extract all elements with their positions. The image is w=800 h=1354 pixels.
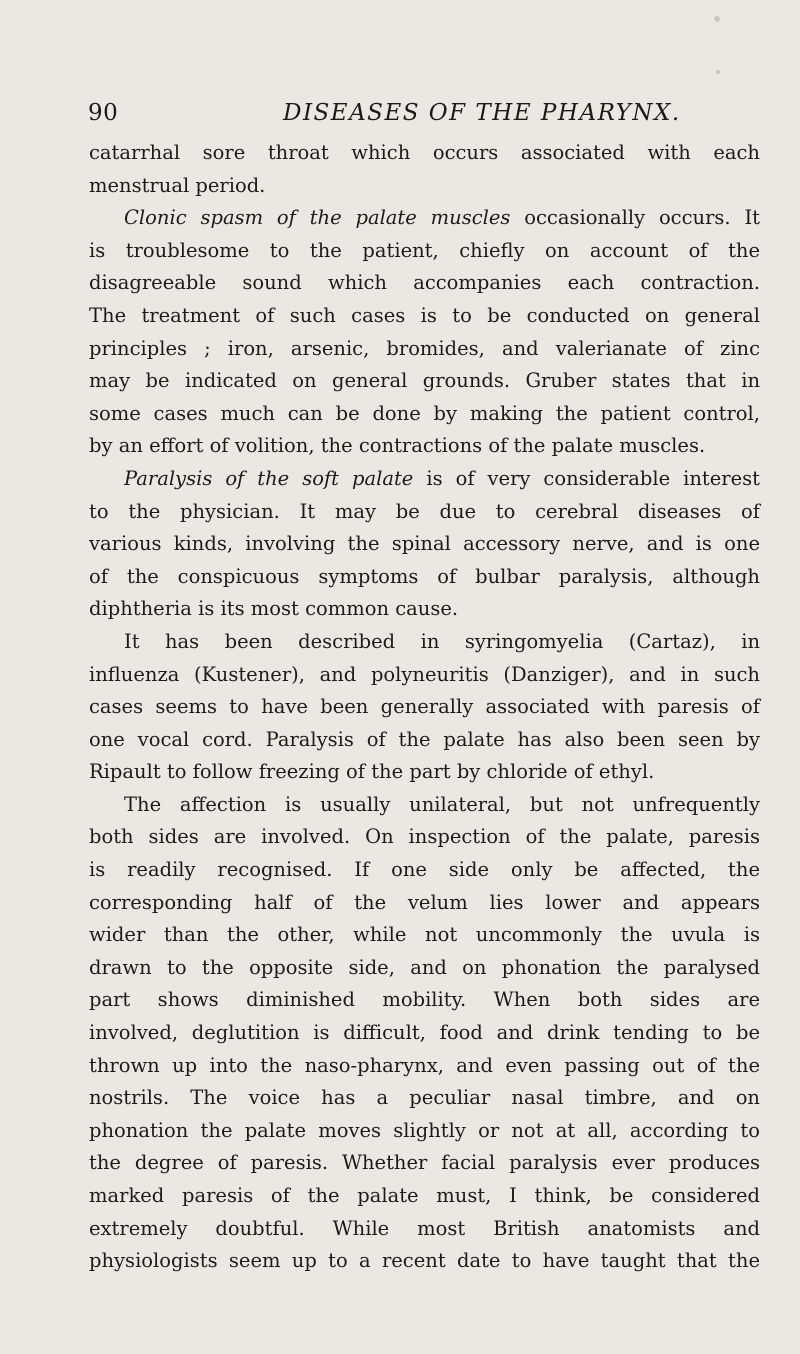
text-line: [89, 854, 760, 887]
text-line: [89, 1017, 760, 1050]
running-head: [88, 100, 768, 136]
text-line: [89, 170, 760, 203]
text-line: [89, 952, 760, 985]
line-text: disagreeable sound which accompanies each contraction.: [89, 271, 760, 295]
line-text: thrown up into the naso-pharynx, and even passing out of the: [89, 1053, 760, 1077]
line-text: nostrils. The voice has a peculiar nasal timbre, and on: [89, 1086, 760, 1110]
italic-heading: Clonic spasm of the palate muscles: [124, 206, 511, 230]
text-line: [89, 626, 760, 659]
line-text: The affection is usually unilateral, but not unfrequently: [124, 792, 760, 816]
text-line: [89, 1050, 760, 1083]
line-text: marked paresis of the palate must, I think, be considered: [89, 1184, 760, 1207]
line-text: cases seems to have been generally associated with paresis of: [89, 695, 760, 719]
text-line: [89, 1180, 760, 1213]
line-text: one vocal cord. Paralysis of the palate has also been seen by: [89, 727, 760, 751]
line-text: may be indicated on general grounds. Gruber states that in: [89, 369, 760, 393]
text-line: [89, 300, 760, 333]
body-text: [89, 137, 760, 1278]
line-text: is readily recognised. If one side only be affected, the: [89, 858, 760, 882]
text-line: [89, 659, 760, 692]
text-line: [89, 235, 760, 268]
line-text: is of very considerable interest: [413, 466, 760, 490]
text-line: [89, 430, 760, 463]
running-title: DISEASES OF THE PHARYNX.: [283, 100, 681, 126]
text-line: [89, 561, 760, 594]
text-line: [89, 887, 760, 920]
line-text: principles ; iron, arsenic, bromides, and valerianate of zinc: [89, 336, 760, 360]
text-line: [89, 398, 760, 431]
page-number: 90: [88, 100, 119, 126]
text-line: [89, 1115, 760, 1148]
text-line: [89, 202, 760, 235]
text-line: [89, 724, 760, 757]
line-text: The treatment of such cases is to be conducted on general: [89, 303, 760, 327]
text-line: [89, 267, 760, 300]
line-text: various kinds, involving the spinal accessory nerve, and is one: [89, 532, 760, 556]
line-text: both sides are involved. On inspection of the palate, paresis: [89, 825, 760, 849]
text-line: [89, 593, 760, 626]
line-text: It has been described in syringomyelia (Cartaz), in: [124, 629, 760, 653]
line-text: extremely doubtful. While most British anatomists and: [89, 1216, 760, 1240]
line-text: of the conspicuous symptoms of bulbar paralysis, although: [89, 564, 760, 588]
line-text: some cases much can be done by making the patient control,: [89, 401, 760, 425]
paper-spot: [716, 70, 720, 74]
line-text: influenza (Kustener), and polyneuritis (Danziger), and in such: [89, 662, 760, 686]
line-text: by an effort of volition, the contractions of the palate muscles.: [89, 434, 706, 458]
line-text: diphtheria is its most common cause.: [89, 597, 459, 621]
line-text: part shows diminished mobility. When both sides are: [89, 988, 760, 1012]
text-line: [89, 365, 760, 398]
text-line: [89, 1245, 760, 1278]
text-line: [89, 984, 760, 1017]
text-line: [89, 463, 760, 496]
text-line: [89, 691, 760, 724]
text-line: [89, 1147, 760, 1180]
line-text: is troublesome to the patient, chiefly on account of the: [89, 238, 760, 262]
text-line: [89, 1213, 760, 1246]
line-text: involved, deglutition is difficult, food and drink tending to be: [89, 1021, 760, 1045]
text-line: [89, 333, 760, 366]
line-text: phonation the palate moves slightly or not at all, according to: [89, 1118, 760, 1142]
line-text: menstrual period.: [89, 173, 266, 197]
line-text: occasionally occurs. It: [510, 206, 760, 230]
text-line: [89, 496, 760, 529]
text-line: [89, 919, 760, 952]
line-text: physiologists seem up to a recent date to have taught that the: [89, 1249, 760, 1273]
line-text: the degree of paresis. Whether facial paralysis ever produces: [89, 1151, 760, 1175]
line-text: corresponding half of the velum lies lower and appears: [89, 890, 760, 914]
text-line: [89, 821, 760, 854]
paper-spot: [714, 16, 720, 22]
text-line: [89, 137, 760, 170]
text-line: [89, 1082, 760, 1115]
line-text: to the physician. It may be due to cerebral diseases of: [89, 499, 760, 523]
text-line: [89, 789, 760, 822]
italic-heading: Paralysis of the soft palate: [124, 466, 414, 490]
line-text: Ripault to follow freezing of the part by chloride of ethyl.: [89, 760, 655, 784]
line-text: wider than the other, while not uncommonly the uvula is: [89, 923, 760, 947]
line-text: drawn to the opposite side, and on phonation the paralysed: [89, 955, 760, 979]
line-text: catarrhal sore throat which occurs associated with each: [89, 141, 760, 164]
text-line: [89, 756, 760, 789]
text-line: [89, 528, 760, 561]
